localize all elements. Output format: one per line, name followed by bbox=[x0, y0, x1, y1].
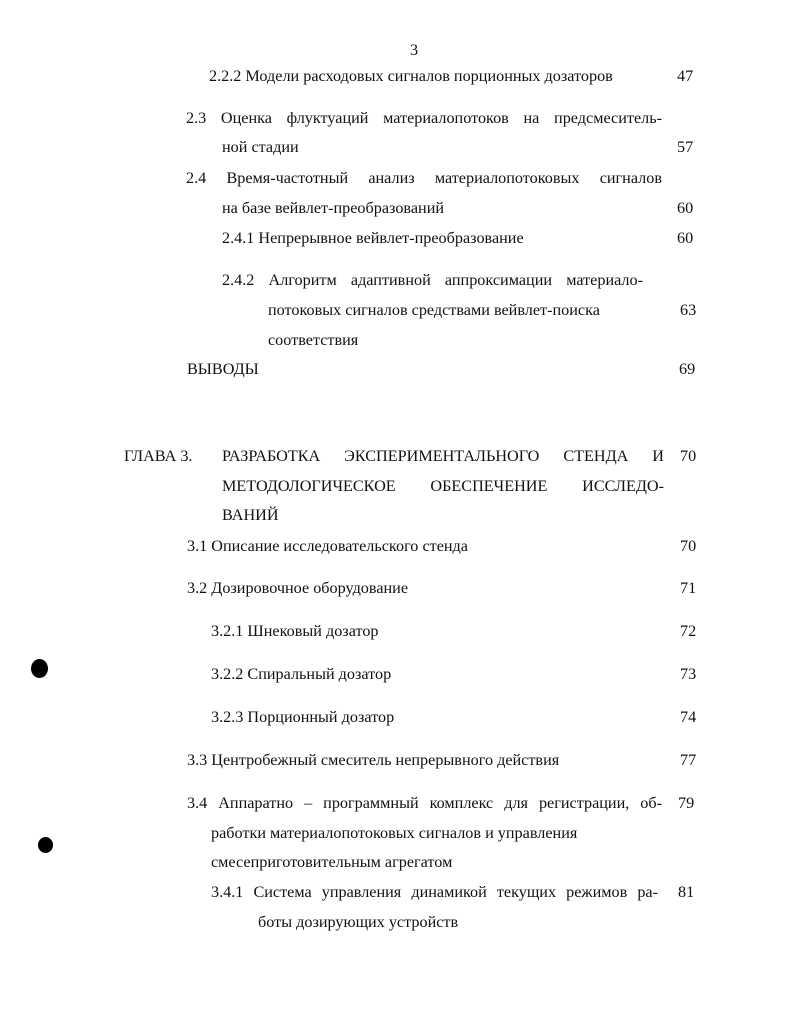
scan-speck bbox=[31, 659, 48, 678]
toc-entry-page: 79 bbox=[678, 794, 695, 812]
toc-entry-line: 3.4.1 Система управления динамикой текущих режимов ра- bbox=[211, 883, 658, 901]
chapter-label: ГЛАВА 3. bbox=[124, 447, 193, 465]
toc-entry-page: 57 bbox=[677, 138, 694, 156]
toc-entry-line: 2.4 Время-частотный анализ материалопотоковых сигналов bbox=[186, 169, 662, 187]
toc-entry-line: 2.4.2 Алгоритм адаптивной аппроксимации материало- bbox=[222, 271, 643, 289]
toc-entry-text: 3.2 Дозировочное оборудование bbox=[187, 579, 409, 597]
toc-entry-page: 63 bbox=[680, 301, 697, 319]
toc-entry-line: боты дозирующих устройств bbox=[258, 913, 459, 931]
toc-entry-text: ВЫВОДЫ bbox=[187, 360, 259, 378]
toc-entry-page: 60 bbox=[677, 229, 694, 247]
toc-entry-text: 2.2.2 Модели расходовых сигналов порционных дозаторов bbox=[209, 67, 613, 85]
toc-entry-text: 2.4.1 Непрерывное вейвлет-преобразование bbox=[222, 229, 524, 247]
toc-entry-text: 3.2.2 Спиральный дозатор bbox=[211, 665, 392, 683]
toc-entry-line: потоковых сигналов средствами вейвлет-поиска bbox=[268, 301, 600, 319]
page-number: 3 bbox=[410, 41, 419, 59]
toc-entry-page: 70 bbox=[680, 537, 697, 555]
toc-entry-page: 72 bbox=[680, 622, 697, 640]
chapter-title-line: ВАНИЙ bbox=[222, 506, 279, 524]
toc-entry-text: 3.2.1 Шнековый дозатор bbox=[211, 622, 379, 640]
toc-entry-page: 60 bbox=[677, 199, 694, 217]
toc-entry-line: работки материалопотоковых сигналов и управления bbox=[211, 824, 578, 842]
toc-entry-page: 47 bbox=[677, 67, 694, 85]
toc-entry-text: 3.3 Центробежный смеситель непрерывного действия bbox=[187, 751, 560, 769]
toc-entry-text: 3.2.3 Порционный дозатор bbox=[211, 708, 395, 726]
chapter-title-line: РАЗРАБОТКА ЭКСПЕРИМЕНТАЛЬНОГО СТЕНДА И bbox=[222, 447, 664, 465]
toc-entry-page: 73 bbox=[680, 665, 697, 683]
toc-entry-line: на базе вейвлет-преобразований bbox=[222, 199, 445, 217]
scan-speck bbox=[38, 837, 53, 853]
toc-entry-page: 71 bbox=[680, 579, 697, 597]
toc-entry-page: 70 bbox=[680, 447, 697, 465]
toc-entry-line: ной стадии bbox=[222, 138, 299, 156]
toc-entry-text: 3.1 Описание исследовательского стенда bbox=[187, 537, 468, 555]
toc-entry-line: смесеприготовительным агрегатом bbox=[211, 853, 453, 871]
toc-entry-page: 81 bbox=[678, 883, 695, 901]
toc-entry-page: 69 bbox=[679, 360, 696, 378]
toc-entry-page: 77 bbox=[680, 751, 697, 769]
toc-entry-line: соответствия bbox=[268, 331, 359, 349]
chapter-title-line: МЕТОДОЛОГИЧЕСКОЕ ОБЕСПЕЧЕНИЕ ИССЛЕДО- bbox=[222, 477, 664, 495]
toc-entry-line: 3.4 Аппаратно – программный комплекс для регистрации, об- bbox=[187, 794, 662, 812]
toc-entry-page: 74 bbox=[680, 708, 697, 726]
toc-entry-line: 2.3 Оценка флуктуаций материалопотоков на предсмеситель- bbox=[186, 109, 662, 127]
